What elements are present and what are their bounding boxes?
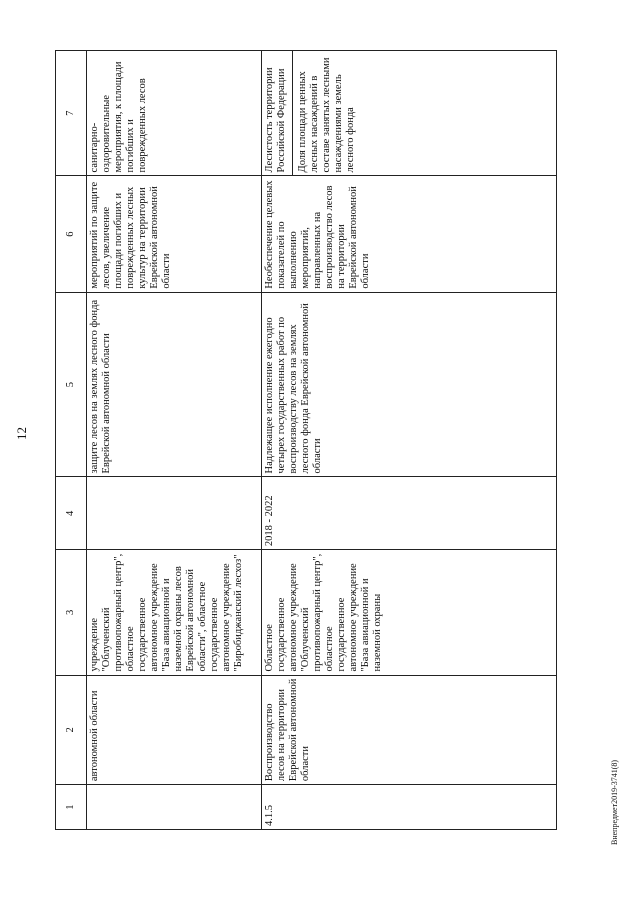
page-number: 12 [14,427,29,440]
document-footer-code: Внепредмет2019-3741(8) [610,759,619,845]
row2-indicator-forest-cover: Лесистость территории Российской Федерации [264,67,287,173]
row2-period: 2018 - 2022 [262,477,557,550]
header-col-2: 2 [56,675,87,785]
row1-expected-result: защите лесов на землях лесного фонда Еврейской автономной области [87,292,262,477]
row1-indicator: санитарно-оздоровительные мероприятия, к площади погибших и поврежденных лесов [87,51,262,176]
rotated-table-container [55,50,625,830]
header-row [56,51,87,830]
row2-indicator-cell [262,51,557,176]
header-col-3: 3 [56,550,87,675]
header-col-4: 4 [56,477,87,550]
row1-name: автономной области [87,675,262,785]
header-col-1: 1 [56,785,87,830]
row1-period [87,477,262,550]
table-row [87,51,262,830]
row2-indicator-valuable-share: Доля площади ценных лесных насаждений в составе занятых лесными насаждениями земель лесного фонда [292,51,357,175]
row2-consequences: Необеспечение целевых показателей по выполнению мероприятий, направленных на воспроизводство лесов на территории Еврейской автономной области [262,176,557,292]
row2-name: Воспроизводство лесов на территории Еврейской автономной области [262,675,557,785]
program-table [55,50,557,830]
table-row [262,51,557,830]
row1-executor: учреждение "Облученский противопожарный центр", областное государственное автономное учреждение "База авиационной и наземной охраны лесов Еврейской автономной области", областное государственное автономное учреждение "Биробиджанский лесхоз" [87,550,262,675]
row1-consequences: мероприятий по защите лесов, увеличение площади погибших и поврежденных лесных культур на территории Еврейской автономной области [87,176,262,292]
row2-number: 4.1.5 [262,785,557,830]
row1-number [87,785,262,830]
header-col-7: 7 [56,51,87,176]
header-col-5: 5 [56,292,87,477]
header-col-6: 6 [56,176,87,292]
row2-executor: Областное государственное автономное учреждение "Облученский противопожарный центр", областное государственное автономное учреждение "База авиационной и наземной охраны [262,550,557,675]
row2-expected-result: Надлежащее исполнение ежегодно четырех государственных работ по воспроизводству лесов на землях лесного фонда Еврейской автономной области [262,292,557,477]
